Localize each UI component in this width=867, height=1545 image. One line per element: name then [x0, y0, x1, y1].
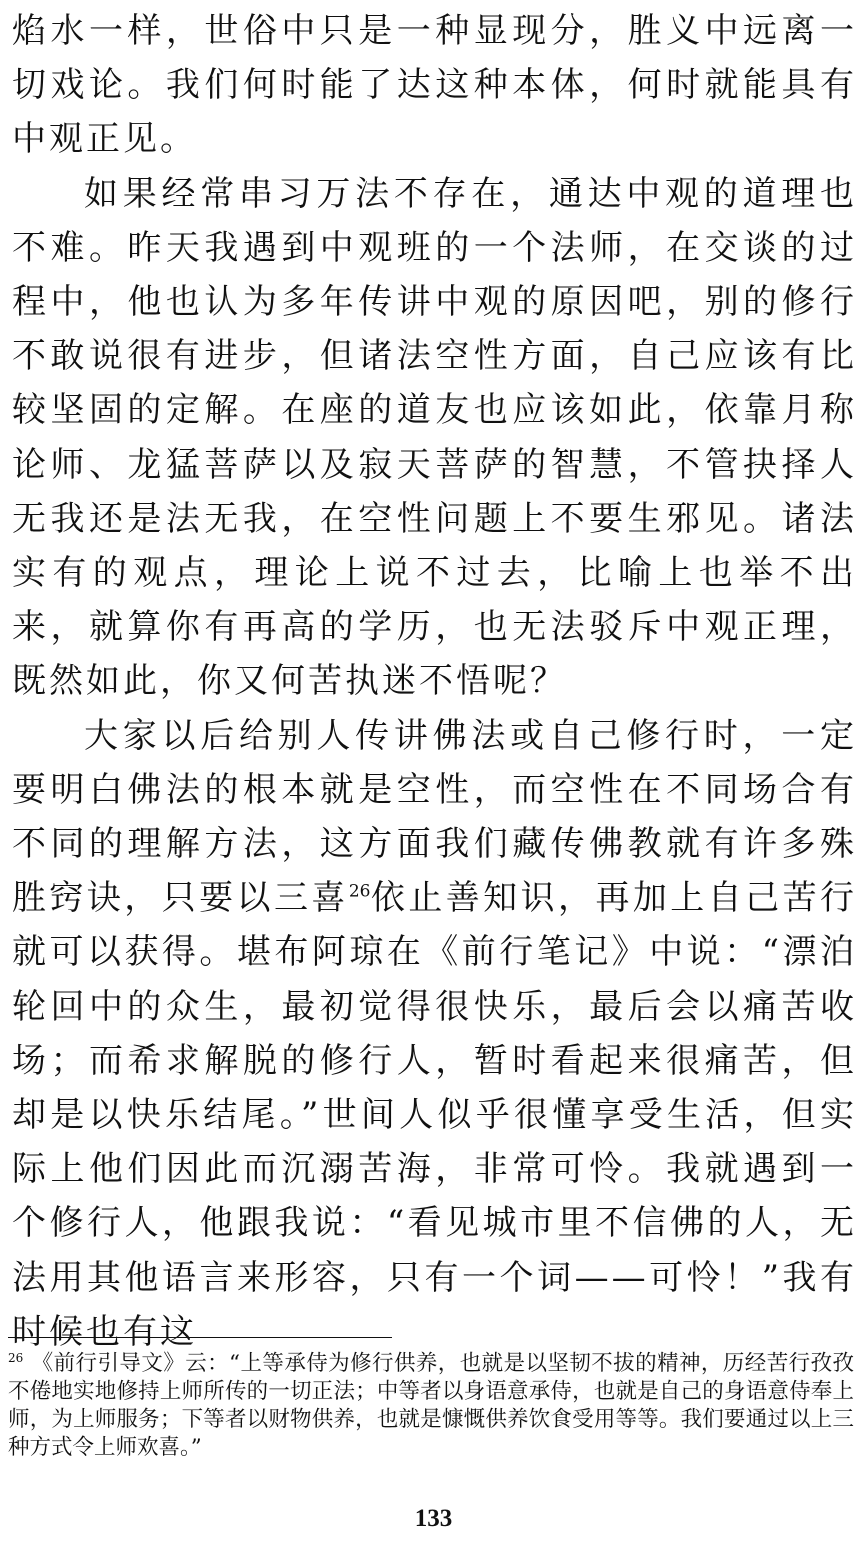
paragraph-3-text-end: 依止善知识，再加上自己苦行就可以获得。堪布阿琼在《前行笔记》中说：“漂泊轮回中的众生，最初觉得很快乐，最后会以痛苦收场；而希求解脱的修行人，暂时看起来很痛苦，但却是以快乐结尾。”世间人似乎很懂享受生活，但实际上他们因此而沉溺苦海，非常可怜。我就遇到一个修行人，他跟我说：“看见城市里不信佛的人，无法用其他语言来形容，只有一个词——可怜！”我有时候也有这 — [12, 878, 857, 1352]
paragraph-3-text-start: 大家以后给别人传讲佛法或自己修行时，一定要明白佛法的根本就是空性，而空性在不同场合有不同的理解方法，这方面我们藏传佛教就有许多殊胜窍诀，只要以三喜 — [12, 715, 857, 919]
footnote — [8, 1350, 854, 1462]
footnote-divider — [8, 1337, 392, 1338]
body-text — [12, 4, 857, 1359]
paragraph-1-text: 焰水一样，世俗中只是一种显现分，胜义中远离一切戏论。我们何时能了达这种本体，何时就能具有中观正见。 — [12, 11, 857, 160]
page-number: 133 — [414, 1505, 453, 1532]
paragraph-3 — [12, 709, 857, 1359]
paragraph-2 — [12, 167, 857, 709]
footnote-text: 《前行引导文》云：“上等承侍为修行供养，也就是以坚韧不拔的精神，历经苦行孜孜不倦地实地修持上师所传的一切正法；中等者以身语意承侍，也就是自己的身语意侍奉上师，为上师服务；下等者以财物供养，也就是慷慨供养饮食受用等等。我们要通过以上三种方式令上师欢喜。” — [8, 1351, 854, 1460]
footnote-marker: 26 — [8, 1350, 24, 1365]
footnote-reference[interactable]: 26 — [348, 881, 371, 902]
paragraph-2-text: 如果经常串习万法不存在，通达中观的道理也不难。昨天我遇到中观班的一个法师，在交谈的过程中，他也认为多年传讲中观的原因吧，别的修行不敢说很有进步，但诸法空性方面，自己应该有比较坚固的定解。在座的道友也应该如此，依靠月称论师、龙猛菩萨以及寂天菩萨的智慧，不管抉择人无我还是法无我，在空性问题上不要生邪见。诸法实有的观点，理论上说不过去，比喻上也举不出来，就算你有再高的学历，也无法驳斥中观正理，既然如此，你又何苦执迷不悟呢？ — [12, 173, 857, 702]
paragraph-1 — [12, 4, 857, 167]
